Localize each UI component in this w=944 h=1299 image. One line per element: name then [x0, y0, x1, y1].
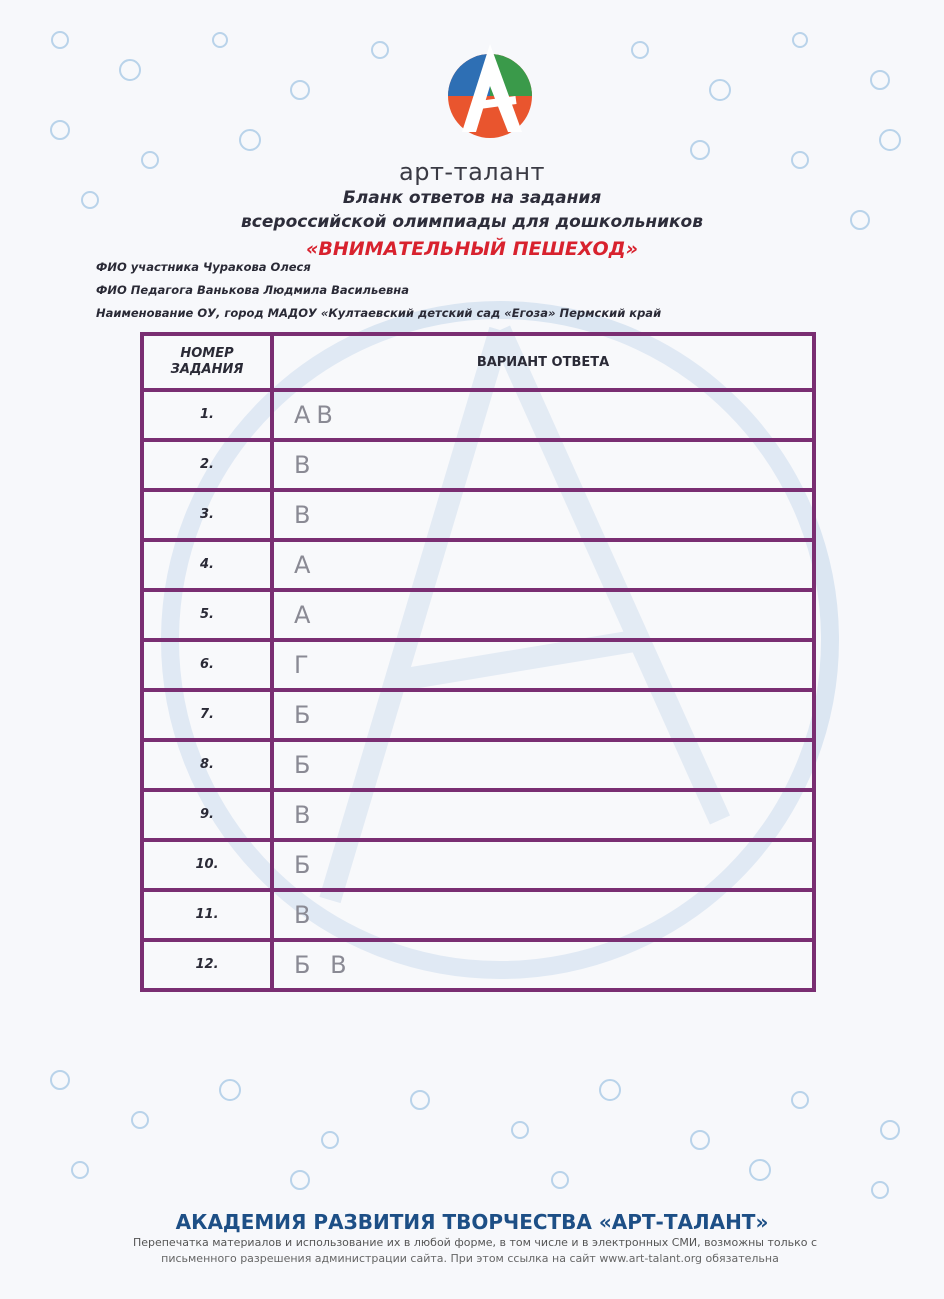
table-row — [144, 692, 812, 742]
column-header-number: НОМЕР ЗАДАНИЯ — [144, 336, 274, 388]
table-row — [144, 492, 812, 542]
answer-cell[interactable] — [274, 892, 812, 938]
olympiad-title: «ВНИМАТЕЛЬНЫЙ ПЕШЕХОД» — [306, 238, 638, 260]
task-number: 9. — [144, 792, 274, 838]
task-number: 6. — [144, 642, 274, 688]
task-number: 3. — [144, 492, 274, 538]
handwritten-answer: Б — [294, 701, 317, 729]
column-header-answer: ВАРИАНТ ОТВЕТА — [476, 354, 610, 370]
handwritten-answer: А — [294, 601, 317, 629]
task-number: 5. — [144, 592, 274, 638]
handwritten-answer: Б В — [294, 951, 353, 979]
handwritten-answer: Г — [294, 651, 315, 679]
table-row — [144, 392, 812, 442]
task-number: 4. — [144, 542, 274, 588]
answer-cell[interactable] — [274, 842, 812, 888]
teacher-name: ФИО Педагога Ванькова Людмила Васильевна — [96, 283, 409, 297]
answer-cell[interactable] — [274, 792, 812, 838]
answer-cell[interactable] — [274, 442, 812, 488]
brand-name: арт-талант — [399, 158, 545, 186]
sheet-subtitle: Бланк ответов на задания — [342, 188, 602, 208]
handwritten-answer: А — [294, 551, 317, 579]
copyright-notice-2: письменного разрешения администрации сайта. При этом ссылка на сайт www.art-talant.org обязательна — [161, 1252, 779, 1265]
answer-cell[interactable] — [274, 492, 812, 538]
table-row — [144, 592, 812, 642]
task-number: 8. — [144, 742, 274, 788]
answer-cell[interactable] — [274, 942, 812, 988]
handwritten-answer: В — [294, 901, 317, 929]
table-row — [144, 892, 812, 942]
handwritten-answer: В — [294, 501, 317, 529]
table-row — [144, 542, 812, 592]
handwritten-answer: В — [294, 451, 317, 479]
copyright-notice: Перепечатка материалов и использование их в любой форме, в том числе и в электронных СМИ, возможны только с — [132, 1236, 818, 1249]
answer-cell[interactable] — [274, 392, 812, 438]
answer-cell[interactable] — [274, 642, 812, 688]
art-talant-logo-icon — [446, 40, 534, 144]
table-row — [144, 792, 812, 842]
table-row — [144, 642, 812, 692]
table-row — [144, 942, 812, 988]
task-number: 11. — [144, 892, 274, 938]
institution-name: Наименование ОУ, город МАДОУ «Култаевский детский сад «Егоза» Пермский край — [96, 306, 662, 320]
answer-cell[interactable] — [274, 692, 812, 738]
handwritten-answer: Б — [294, 851, 317, 879]
table-row — [144, 442, 812, 492]
answer-cell[interactable] — [274, 592, 812, 638]
table-header-row — [144, 336, 812, 392]
task-number: 2. — [144, 442, 274, 488]
table-row — [144, 842, 812, 892]
participant-name: ФИО участника Чуракова Олеся — [96, 260, 311, 274]
handwritten-answer: АВ — [294, 401, 339, 429]
handwritten-answer: Б — [294, 751, 317, 779]
academy-name: АКАДЕМИЯ РАЗВИТИЯ ТВОРЧЕСТВА «АРТ-ТАЛАНТ» — [175, 1210, 769, 1234]
task-number: 1. — [144, 392, 274, 438]
table-row — [144, 742, 812, 792]
task-number: 7. — [144, 692, 274, 738]
handwritten-answer: В — [294, 801, 317, 829]
task-number: 12. — [144, 942, 274, 988]
answers-table — [140, 332, 816, 992]
answer-cell[interactable] — [274, 742, 812, 788]
sheet-subtitle-2: всероссийской олимпиады для дошкольников — [241, 212, 703, 232]
answer-cell[interactable] — [274, 542, 812, 588]
task-number: 10. — [144, 842, 274, 888]
